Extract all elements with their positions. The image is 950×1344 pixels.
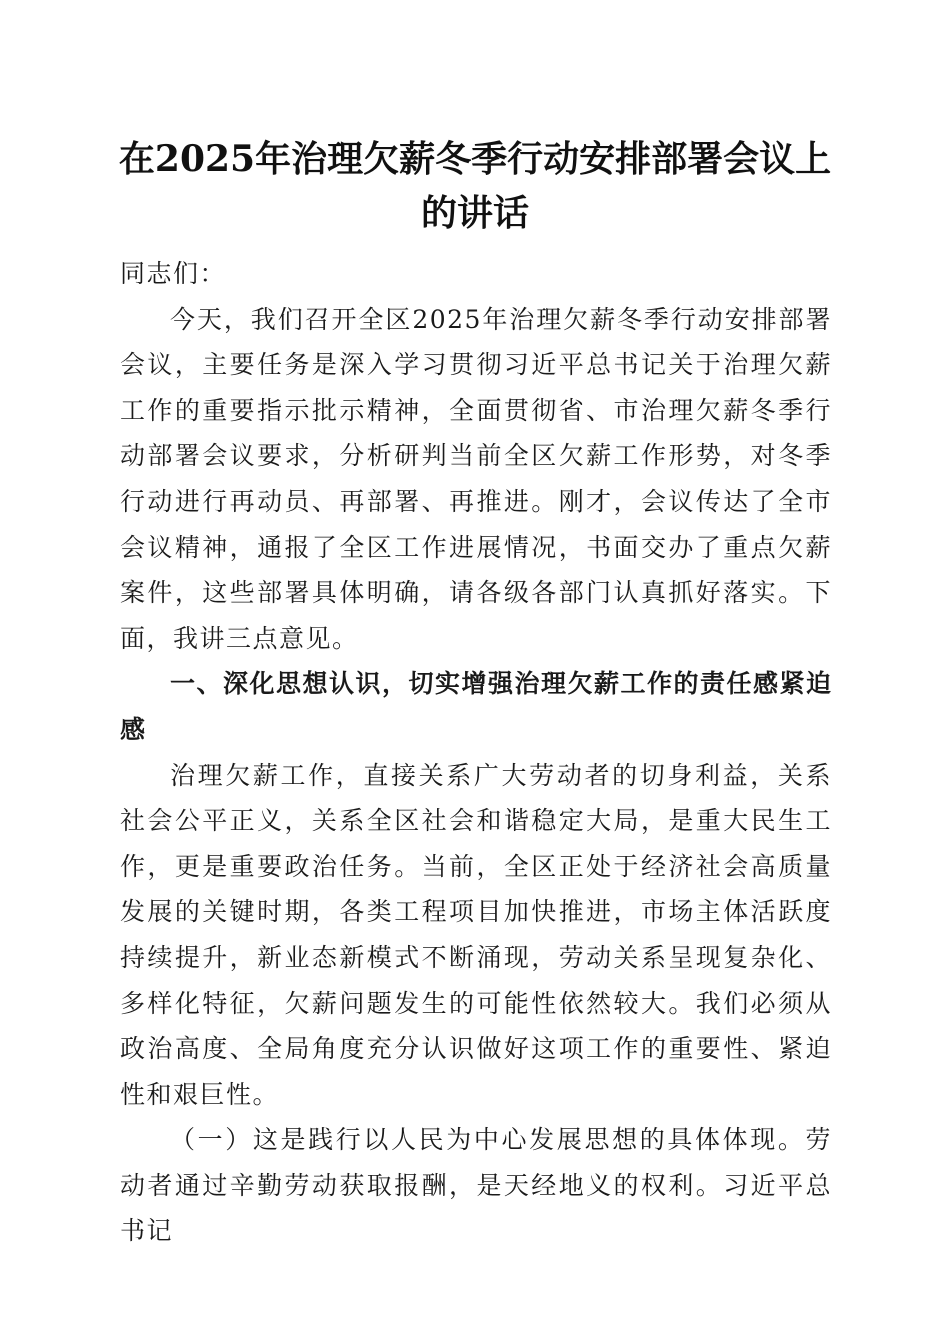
title-line-2: 的讲话 (420, 192, 529, 234)
document-body (120, 251, 832, 1254)
intro-paragraph: 今天，我们召开全区2025年治理欠薪冬季行动安排部署会议，主要任务是深入学习贯彻习近平总书记关于治理欠薪工作的重要指示批示精神，全面贯彻省、市治理欠薪冬季行动部署会议要求，分析研判当前全区欠薪工作形势，对冬季行动进行再动员、再部署、再推进。刚才，会议传达了全市会议精神，通报了全区工作进展情况，书面交办了重点欠薪案件，这些部署具体明确，请各级各部门认真抓好落实。下面，我讲三点意见。 (120, 304, 832, 653)
subsection-1-text: 劳动者通过辛勤劳动获取报酬，是天经地义的权利。习近平总书记 (120, 1125, 832, 1246)
subsection-1-paragraph (120, 1117, 832, 1254)
document-title (110, 132, 840, 240)
salutation: 同志们： (120, 259, 227, 288)
subsection-1-label: （一）这是践行以人民为中心发展思想的具体体现。 (170, 1125, 806, 1155)
title-line-1: 在2025年治理欠薪冬季行动安排部署会议上 (118, 138, 832, 180)
section-1-paragraph: 治理欠薪工作，直接关系广大劳动者的切身利益，关系社会公平正义，关系全区社会和谐稳定大局，是重大民生工作，更是重要政治任务。当前，全区正处于经济社会高质量发展的关键时期，各类工程项目加快推进，市场主体活跃度持续提升，新业态新模式不断涌现，劳动关系呈现复杂化、多样化特征，欠薪问题发生的可能性依然较大。我们必须从政治高度、全局角度充分认识做好这项工作的重要性、紧迫性和艰巨性。 (120, 760, 832, 1109)
section-heading-1: 一、深化思想认识，切实增强治理欠薪工作的责任感紧迫感 (120, 669, 832, 744)
